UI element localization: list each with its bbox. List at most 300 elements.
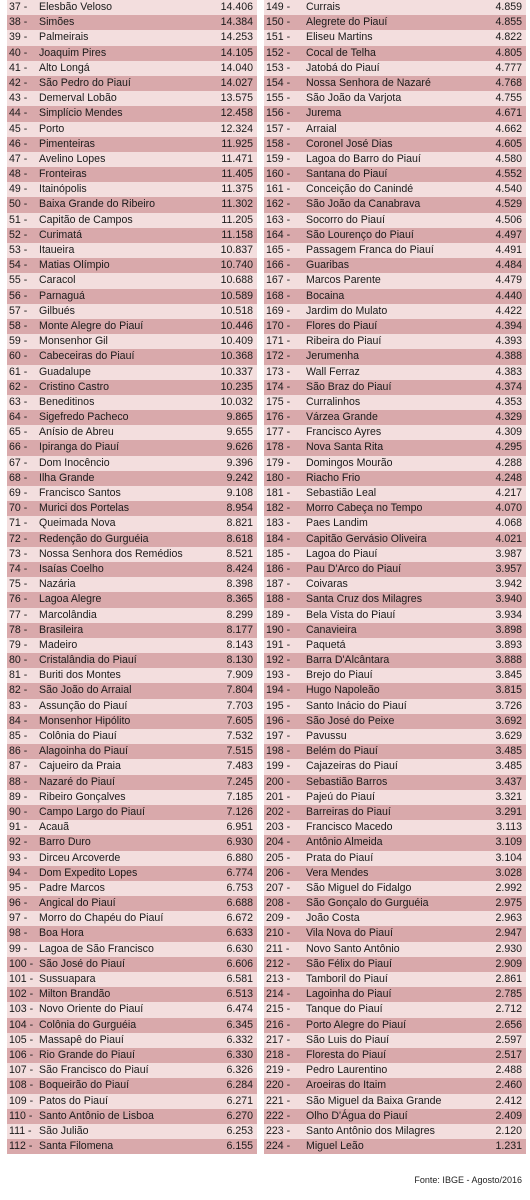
row-municipality: Socorro do Piauí (306, 213, 385, 226)
table-row (264, 942, 526, 957)
row-municipality: Floresta do Piauí (306, 1048, 387, 1061)
table-row (7, 1109, 257, 1124)
table-row (7, 1063, 257, 1078)
row-population: 8.143 (226, 638, 253, 651)
row-rank: 57 - (9, 304, 28, 317)
row-rank: 67 - (9, 456, 28, 469)
table-row (7, 15, 257, 30)
row-municipality: São Félix do Piauí (306, 957, 392, 970)
table-row (7, 759, 257, 774)
row-municipality: Baixa Grande do Ribeiro (39, 198, 156, 211)
row-population: 7.804 (226, 684, 253, 697)
row-municipality: São Miguel da Baixa Grande (306, 1094, 442, 1107)
row-municipality: Palmeirais (39, 31, 89, 44)
table-row (7, 987, 257, 1002)
row-municipality: Lagoa Alegre (39, 593, 102, 606)
row-rank: 78 - (9, 623, 28, 636)
table-row (7, 547, 257, 562)
row-rank: 207 - (266, 881, 291, 894)
row-municipality: Demerval Lobão (39, 92, 117, 105)
table-row (7, 972, 257, 987)
row-municipality: Domingos Mourão (306, 456, 393, 469)
row-population: 2.656 (495, 1018, 522, 1031)
row-population: 7.245 (226, 775, 253, 788)
row-rank: 38 - (9, 16, 28, 29)
row-municipality: Novo Oriente do Piauí (39, 1003, 144, 1016)
table-row (264, 167, 526, 182)
row-population: 6.284 (226, 1079, 253, 1092)
row-municipality: Padre Marcos (39, 881, 105, 894)
row-rank: 92 - (9, 836, 28, 849)
row-municipality: Jardim do Mulato (306, 304, 388, 317)
row-population: 8.821 (226, 517, 253, 530)
row-municipality: Pavussu (306, 730, 347, 742)
row-population: 11.158 (221, 228, 253, 241)
row-municipality: Curralinhos (306, 395, 361, 408)
row-municipality: Pajeú do Piauí (306, 790, 375, 803)
row-population: 4.768 (495, 76, 522, 89)
row-rank: 172 - (266, 350, 291, 363)
row-population: 4.217 (495, 487, 522, 499)
row-population: 8.521 (226, 547, 253, 560)
row-population: 8.424 (226, 562, 253, 575)
row-rank: 181 - (266, 487, 291, 499)
row-municipality: Gilbués (39, 304, 75, 317)
row-municipality: Avelino Lopes (39, 152, 106, 165)
table-row (7, 395, 257, 410)
row-municipality: Olho D'Água do Piauí (306, 1109, 408, 1122)
row-population: 4.383 (495, 365, 522, 378)
row-rank: 190 - (266, 623, 291, 636)
row-population: 7.483 (226, 760, 253, 773)
row-municipality: Marcos Parente (306, 274, 381, 287)
row-rank: 60 - (9, 350, 28, 363)
table-row (7, 334, 257, 349)
table-row (7, 881, 257, 896)
row-rank: 99 - (9, 942, 28, 955)
row-rank: 74 - (9, 562, 28, 575)
row-rank: 205 - (266, 851, 291, 864)
row-municipality: São João do Arraial (39, 684, 132, 697)
row-rank: 55 - (9, 274, 28, 287)
row-population: 8.299 (226, 608, 253, 621)
row-population: 9.396 (226, 456, 253, 469)
table-row (264, 562, 526, 577)
table-row (7, 0, 257, 15)
row-rank: 186 - (266, 562, 291, 575)
table-row (264, 987, 526, 1002)
row-population: 10.409 (220, 335, 253, 348)
row-population: 3.934 (495, 608, 522, 621)
row-municipality: Redenção do Gurguéia (39, 532, 149, 545)
table-row (264, 258, 526, 273)
row-population: 2.409 (495, 1109, 522, 1122)
row-rank: 196 - (266, 714, 291, 727)
row-population: 2.517 (495, 1048, 522, 1061)
row-rank: 201 - (266, 790, 291, 803)
table-row (264, 15, 526, 30)
row-municipality: Santo Antônio dos Milagres (306, 1124, 435, 1137)
table-row (7, 1018, 257, 1033)
row-rank: 202 - (266, 805, 291, 818)
row-rank: 217 - (266, 1033, 291, 1046)
row-population: 8.954 (226, 502, 253, 515)
row-population: 4.021 (495, 532, 522, 545)
table-row (264, 76, 526, 91)
row-rank: 107 - (9, 1064, 34, 1077)
table-row (264, 547, 526, 562)
table-row (7, 516, 257, 531)
row-municipality: São Pedro do Piauí (39, 76, 131, 89)
table-row (264, 972, 526, 987)
table-row (264, 1109, 526, 1124)
table-row (264, 744, 526, 759)
row-municipality: Conceição do Canindé (306, 183, 414, 196)
row-population: 6.326 (226, 1064, 253, 1077)
row-rank: 195 - (266, 699, 291, 712)
row-population: 6.672 (226, 912, 253, 925)
row-population: 8.398 (226, 578, 253, 591)
table-row (264, 532, 526, 547)
row-population: 6.513 (226, 988, 253, 1001)
row-rank: 180 - (266, 471, 291, 484)
source-note: Fonte: IBGE - Agosto/2016 (414, 1175, 522, 1185)
row-rank: 44 - (9, 107, 28, 120)
table-row (264, 835, 526, 850)
row-municipality: Ilha Grande (39, 471, 95, 484)
row-municipality: Miguel Leão (306, 1140, 364, 1153)
row-rank: 203 - (266, 821, 291, 834)
table-row (7, 942, 257, 957)
row-municipality: Simões (39, 16, 75, 29)
table-row (7, 440, 257, 455)
row-population: 3.726 (495, 699, 522, 712)
row-population: 6.951 (226, 821, 253, 834)
table-row (264, 46, 526, 61)
row-population: 14.253 (220, 31, 253, 44)
row-municipality: Buriti dos Montes (39, 669, 121, 682)
row-municipality: Nova Santa Rita (306, 441, 384, 454)
table-row (264, 790, 526, 805)
row-municipality: São José do Piauí (39, 957, 125, 970)
row-municipality: Paes Landim (306, 517, 368, 530)
row-rank: 163 - (266, 213, 291, 226)
row-municipality: Belém do Piauí (306, 745, 378, 758)
row-municipality: Elesbão Veloso (39, 1, 113, 13)
row-rank: 79 - (9, 638, 28, 651)
row-rank: 185 - (266, 547, 291, 560)
table-row (7, 197, 257, 212)
row-rank: 53 - (9, 244, 28, 256)
row-population: 4.374 (495, 380, 522, 393)
row-population: 2.963 (495, 912, 522, 925)
row-population: 4.777 (495, 61, 522, 74)
row-population: 3.692 (495, 714, 522, 727)
row-population: 14.027 (220, 76, 253, 89)
row-municipality: Nazária (39, 578, 76, 591)
row-rank: 110 - (9, 1109, 33, 1122)
row-rank: 188 - (266, 593, 291, 606)
row-population: 4.671 (495, 107, 522, 120)
table-row (264, 623, 526, 638)
table-row (264, 699, 526, 714)
table-row (7, 1139, 257, 1154)
row-municipality: Rio Grande do Piauí (39, 1048, 135, 1061)
row-municipality: Pimenteiras (39, 137, 95, 150)
row-rank: 87 - (9, 760, 28, 773)
row-municipality: Francisco Ayres (306, 426, 382, 439)
row-population: 3.629 (495, 730, 522, 742)
row-municipality: Queimada Nova (39, 517, 116, 530)
row-municipality: Antônio Almeida (306, 836, 383, 849)
table-row (264, 365, 526, 380)
row-population: 9.242 (226, 471, 253, 484)
row-municipality: Coivaras (306, 578, 348, 591)
table-row (7, 471, 257, 486)
row-population: 9.108 (226, 487, 253, 499)
row-rank: 43 - (9, 92, 28, 105)
row-rank: 184 - (266, 532, 291, 545)
table-row (7, 729, 257, 744)
row-population: 7.703 (226, 699, 253, 712)
table-row (264, 683, 526, 698)
row-rank: 101 - (9, 973, 34, 985)
row-population: 3.485 (495, 760, 522, 773)
table-row (7, 289, 257, 304)
table-row (264, 471, 526, 486)
table-row (7, 1094, 257, 1109)
row-municipality: Porto (39, 122, 65, 135)
row-municipality: São Braz do Piauí (306, 380, 392, 393)
row-municipality: Simplício Mendes (39, 107, 123, 120)
row-population: 10.688 (220, 274, 253, 287)
row-population: 4.662 (495, 122, 522, 135)
table-row (264, 456, 526, 471)
row-municipality: Alto Longá (39, 61, 90, 74)
row-rank: 108 - (9, 1079, 34, 1092)
row-population: 10.032 (220, 395, 253, 408)
row-population: 7.605 (226, 714, 253, 727)
row-municipality: Bela Vista do Piauí (306, 608, 396, 621)
row-municipality: Cajazeiras do Piauí (306, 760, 398, 773)
row-rank: 54 - (9, 259, 28, 272)
row-population: 13.575 (220, 92, 253, 105)
row-rank: 85 - (9, 730, 28, 742)
row-municipality: Lagoa de São Francisco (39, 942, 154, 955)
row-municipality: Colônia do Piauí (39, 730, 117, 742)
table-row (264, 334, 526, 349)
table-row (264, 1124, 526, 1139)
row-municipality: Guadalupe (39, 365, 91, 378)
row-municipality: São João da Varjota (306, 92, 402, 105)
table-row (7, 623, 257, 638)
table-row (7, 365, 257, 380)
table-row (7, 532, 257, 547)
row-rank: 37 - (9, 1, 28, 13)
row-municipality: Ribeira do Piauí (306, 335, 382, 348)
row-municipality: Barreiras do Piauí (306, 805, 391, 818)
row-population: 4.440 (495, 289, 522, 302)
row-population: 8.618 (226, 532, 253, 545)
row-rank: 210 - (266, 927, 291, 940)
row-municipality: São Miguel do Fidalgo (306, 881, 412, 894)
row-municipality: Cajueiro da Praia (39, 760, 121, 773)
table-row (7, 911, 257, 926)
row-rank: 177 - (266, 426, 291, 439)
table-row (264, 289, 526, 304)
row-population: 2.597 (495, 1033, 522, 1046)
row-municipality: São Francisco do Piauí (39, 1064, 149, 1077)
row-population: 2.460 (495, 1079, 522, 1092)
table-row (7, 152, 257, 167)
table-row (7, 926, 257, 941)
row-population: 3.898 (495, 623, 522, 636)
row-population: 4.805 (495, 46, 522, 59)
row-municipality: Francisco Santos (39, 487, 121, 499)
row-population: 3.113 (496, 821, 522, 834)
row-rank: 103 - (9, 1003, 34, 1016)
table-row (264, 896, 526, 911)
row-population: 3.109 (495, 836, 522, 849)
row-rank: 104 - (9, 1018, 34, 1031)
row-rank: 94 - (9, 866, 28, 879)
row-population: 4.497 (495, 228, 522, 241)
row-municipality: Canavieira (306, 623, 357, 636)
row-rank: 65 - (9, 426, 28, 439)
row-rank: 59 - (9, 335, 28, 348)
table-row (264, 638, 526, 653)
row-population: 4.506 (495, 213, 522, 226)
table-row (264, 866, 526, 881)
table-row (7, 744, 257, 759)
row-municipality: Pedro Laurentino (306, 1064, 388, 1077)
row-population: 12.458 (220, 107, 253, 120)
row-municipality: Boa Hora (39, 927, 84, 940)
row-municipality: Eliseu Martins (306, 31, 373, 44)
row-population: 4.388 (495, 350, 522, 363)
row-rank: 47 - (9, 152, 28, 165)
row-municipality: Capitão de Campos (39, 213, 133, 226)
row-municipality: Acauã (39, 821, 70, 834)
row-rank: 167 - (266, 274, 291, 287)
row-population: 4.540 (495, 183, 522, 196)
row-rank: 100 - (9, 957, 34, 970)
table-row (7, 258, 257, 273)
table-row (7, 562, 257, 577)
row-rank: 82 - (9, 684, 28, 697)
row-municipality: Aroeiras do Itaim (306, 1079, 387, 1092)
table-row (264, 926, 526, 941)
row-municipality: Tanque do Piauí (306, 1003, 383, 1016)
table-row (7, 30, 257, 45)
row-rank: 199 - (266, 760, 291, 773)
row-rank: 49 - (9, 183, 28, 196)
row-rank: 187 - (266, 578, 291, 591)
row-rank: 77 - (9, 608, 28, 621)
row-rank: 93 - (9, 851, 28, 864)
table-row (7, 1033, 257, 1048)
row-population: 3.437 (495, 775, 522, 788)
row-population: 10.740 (220, 259, 253, 272)
row-population: 4.309 (495, 426, 522, 439)
row-population: 3.291 (495, 805, 522, 818)
row-municipality: São Julião (39, 1124, 89, 1137)
row-rank: 171 - (266, 335, 291, 348)
table-row (264, 714, 526, 729)
table-row (7, 380, 257, 395)
row-municipality: Parnaguá (39, 289, 85, 302)
table-row (7, 46, 257, 61)
table-row (264, 759, 526, 774)
row-population: 4.295 (495, 441, 522, 454)
table-row (7, 668, 257, 683)
row-municipality: João Costa (306, 912, 360, 925)
row-municipality: Monte Alegre do Piauí (39, 319, 144, 332)
row-population: 6.330 (226, 1048, 253, 1061)
row-municipality: Capitão Gervásio Oliveira (306, 532, 427, 545)
row-rank: 208 - (266, 897, 291, 910)
table-row (7, 592, 257, 607)
row-population: 6.253 (226, 1124, 253, 1137)
row-population: 4.552 (495, 168, 522, 181)
row-municipality: Vila Nova do Piauí (306, 927, 393, 940)
row-population: 2.488 (495, 1064, 522, 1077)
row-population: 2.992 (495, 881, 522, 894)
row-municipality: Dirceu Arcoverde (39, 851, 121, 864)
row-municipality: Coronel José Dias (306, 137, 393, 150)
row-rank: 150 - (266, 16, 291, 29)
row-population: 7.515 (226, 745, 253, 758)
row-rank: 189 - (266, 608, 291, 621)
table-row (264, 608, 526, 623)
row-rank: 220 - (266, 1079, 291, 1092)
row-rank: 56 - (9, 289, 28, 302)
row-population: 6.271 (226, 1094, 253, 1107)
row-population: 9.626 (226, 441, 253, 454)
table-row (264, 273, 526, 288)
row-municipality: Milton Brandão (39, 988, 111, 1001)
row-rank: 64 - (9, 411, 28, 424)
table-row (7, 167, 257, 182)
row-rank: 153 - (266, 61, 291, 74)
table-row (264, 0, 526, 15)
row-rank: 84 - (9, 714, 28, 727)
row-municipality: Beneditinos (39, 395, 95, 408)
table-row (264, 1033, 526, 1048)
row-municipality: Barra D'Alcântara (306, 654, 390, 667)
row-population: 4.580 (495, 152, 522, 165)
row-population: 2.120 (495, 1124, 522, 1137)
row-municipality: Matias Olímpio (39, 259, 110, 272)
table-row (7, 805, 257, 820)
row-rank: 149 - (266, 1, 291, 13)
row-municipality: Campo Largo do Piauí (39, 805, 146, 818)
table-row (264, 243, 526, 258)
table-row (264, 805, 526, 820)
row-rank: 211 - (266, 942, 290, 955)
table-row (264, 61, 526, 76)
row-rank: 80 - (9, 654, 28, 667)
row-population: 10.235 (220, 380, 253, 393)
table-row (7, 61, 257, 76)
row-municipality: Morro Cabeça no Tempo (306, 502, 423, 515)
table-row (264, 425, 526, 440)
row-population: 6.345 (226, 1018, 253, 1031)
table-row (7, 410, 257, 425)
table-row (7, 273, 257, 288)
table-row (264, 440, 526, 455)
row-population: 4.353 (495, 395, 522, 408)
